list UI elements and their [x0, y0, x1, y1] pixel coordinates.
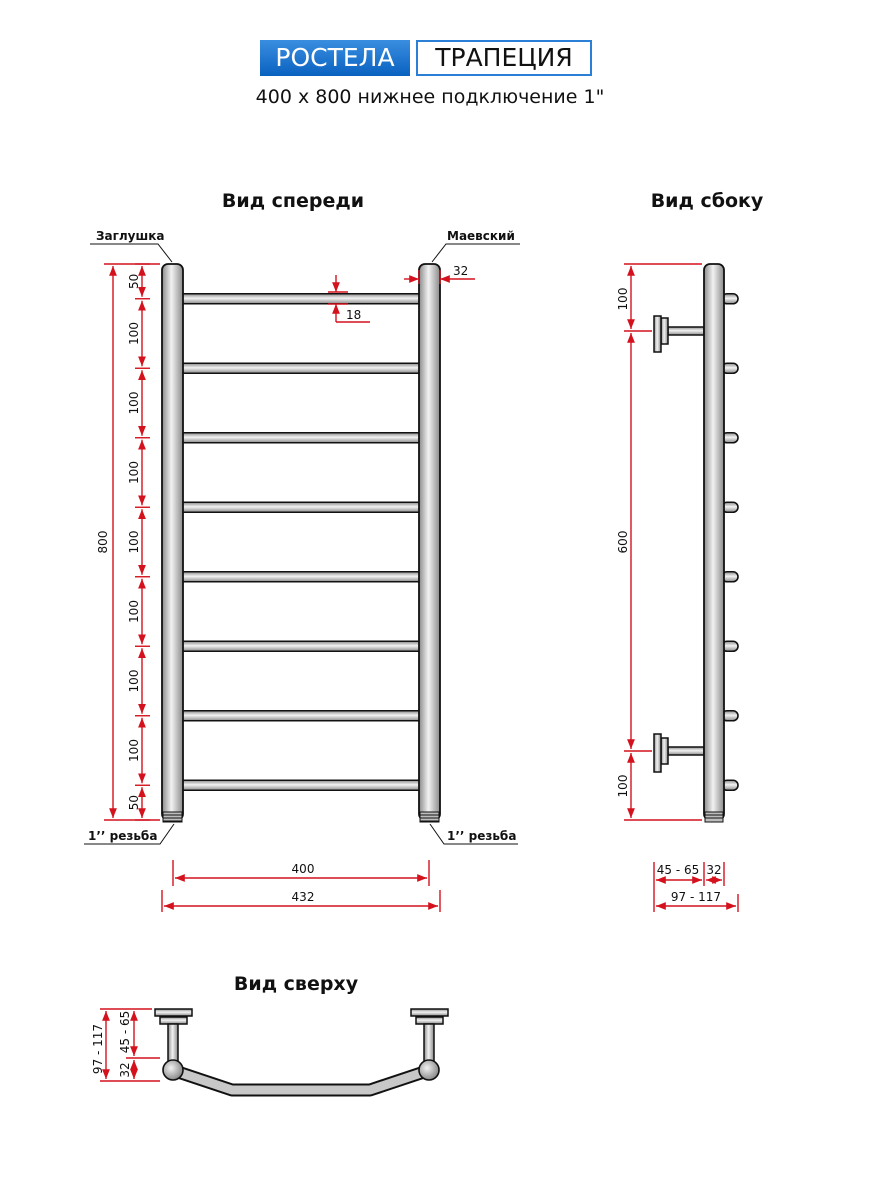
left-post — [162, 264, 183, 820]
step-dim-label: 100 — [127, 322, 141, 345]
side-top-dim-label: 100 — [616, 287, 630, 311]
width-inner-label: 400 — [291, 862, 315, 876]
top-view-title: Вид сверху — [233, 973, 359, 995]
rung — [178, 433, 424, 443]
rung — [178, 711, 424, 721]
rung-dim-label: 18 — [346, 308, 362, 322]
width-outer-label: 432 — [291, 890, 315, 904]
side-thread — [705, 812, 723, 822]
height-dim-label: 800 — [96, 530, 110, 554]
left-thread — [163, 812, 182, 822]
step-dim-label: 100 — [127, 461, 141, 484]
top-right-bracket — [411, 1009, 448, 1064]
step-dim-label: 50 — [127, 794, 141, 811]
valve-label: Маевский — [447, 229, 515, 243]
top-total-label: 97 - 117 — [91, 1023, 105, 1075]
top-view — [91, 1009, 448, 1090]
side-pipe-label: 32 — [706, 863, 722, 877]
side-post — [704, 264, 724, 820]
front-view-title: Вид спереди — [221, 190, 365, 212]
step-dim-label: 100 — [127, 600, 141, 623]
model-name: ТРАПЕЦИЯ — [416, 40, 592, 76]
top-rung — [172, 1070, 430, 1090]
rung — [178, 502, 424, 512]
side-offset-label: 45 - 65 — [656, 863, 700, 877]
thread-left-label: 1’’ резьба — [88, 829, 158, 843]
pipe-dim-label: 32 — [453, 264, 469, 278]
thread-right-label: 1’’ резьба — [447, 829, 517, 843]
towel-rungs — [178, 294, 424, 791]
upper-bracket — [654, 316, 704, 352]
top-left-bracket — [155, 1009, 192, 1064]
step-dim-label: 100 — [127, 669, 141, 693]
top-left-post — [163, 1060, 183, 1080]
side-bottom-dim-label: 100 — [616, 774, 630, 798]
rung — [178, 572, 424, 582]
brand-name: РОСТЕЛА — [260, 40, 410, 76]
rung — [178, 363, 424, 373]
top-right-post — [419, 1060, 439, 1080]
top-pipe-label: 32 — [118, 1062, 132, 1078]
product-subtitle: 400 x 800 нижнее подключение 1" — [255, 86, 605, 108]
lower-bracket — [654, 734, 704, 772]
rung — [178, 780, 424, 790]
step-dim-label: 50 — [127, 273, 141, 290]
right-post — [419, 264, 440, 820]
top-offset-label: 45 - 65 — [118, 1010, 132, 1054]
side-view — [616, 264, 738, 912]
step-dim-label: 100 — [127, 739, 141, 762]
step-dim-label: 100 — [127, 530, 141, 554]
rung — [178, 294, 424, 304]
side-view-title: Вид сбоку — [650, 190, 764, 212]
rung — [178, 641, 424, 651]
side-depth-label: 97 - 117 — [670, 890, 722, 904]
step-dim-label: 100 — [127, 391, 141, 415]
front-view — [84, 229, 520, 912]
cap-label: Заглушка — [96, 229, 165, 243]
step-dim-labels — [127, 274, 141, 811]
right-thread — [420, 812, 439, 822]
side-middle-dim-label: 600 — [616, 530, 630, 554]
